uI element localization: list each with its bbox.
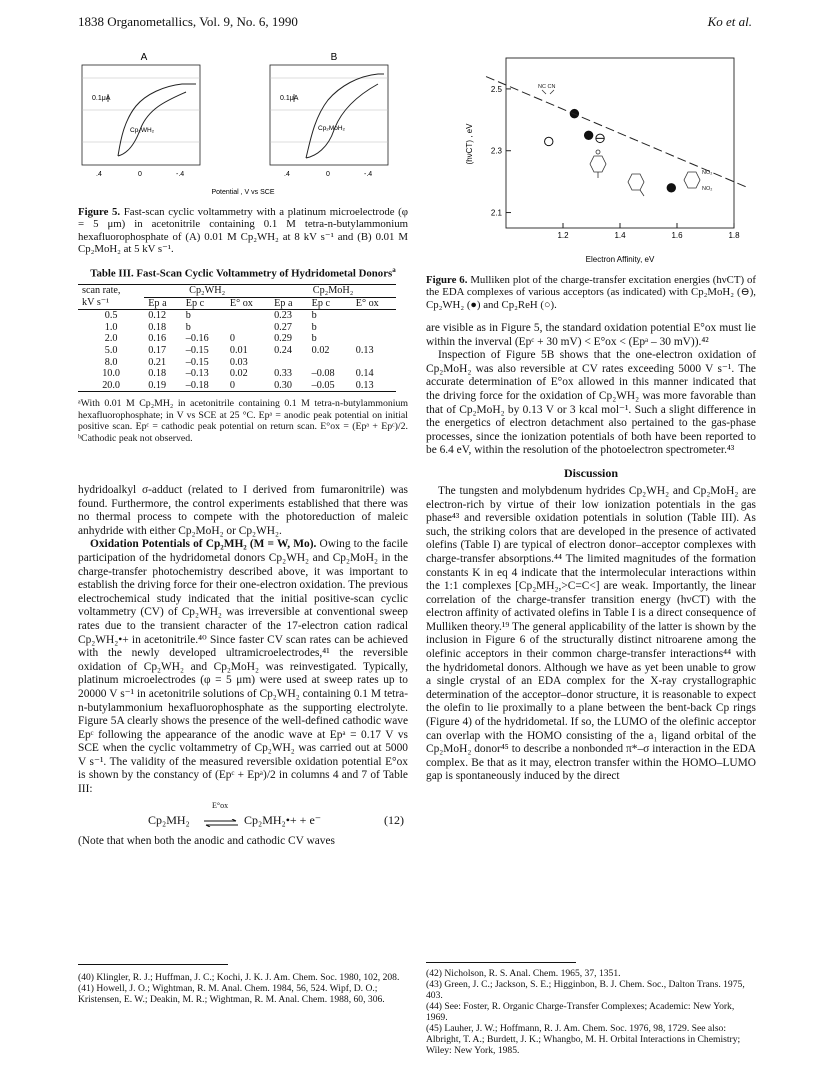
left-body xyxy=(78,484,408,848)
figure-5 xyxy=(78,48,408,198)
table-cell: 0.12 xyxy=(148,310,167,322)
table-cell: –0.08 xyxy=(311,368,335,380)
panel-a-tick-1: .4 xyxy=(96,171,102,178)
table-row xyxy=(78,333,396,345)
table-3 xyxy=(78,264,408,444)
table-cell: 1.0 xyxy=(104,321,118,333)
table-cell: 0.30 xyxy=(274,379,292,391)
figure-6-ylabel: (hνCT) , eV xyxy=(465,123,474,165)
table-cell: 0.27 xyxy=(274,321,292,333)
figure-6-mulliken-plot xyxy=(426,48,756,278)
table-cell: 0.03 xyxy=(229,356,248,368)
reference-43: (43) Green, J. C.; Jackson, S. E.; Higginbon, B. J. Chem. Soc., Dalton Trans. 1975, 403. xyxy=(426,979,745,1001)
table-cell: –0.15 xyxy=(185,356,209,368)
discussion-heading: Discussion xyxy=(563,465,619,480)
x-tick-label: 1.4 xyxy=(614,231,626,240)
table-3-subheader: Ep a xyxy=(144,297,182,310)
structure-ring-1 xyxy=(590,156,606,172)
panel-a-tick-2: 0 xyxy=(138,171,142,178)
table-cell: 0.23 xyxy=(274,310,292,322)
data-point xyxy=(545,137,553,145)
table-3-subheader: E° ox xyxy=(226,297,270,310)
figure-5-xaxis-label: Potential , V vs SCE xyxy=(211,189,275,196)
panel-b-scale: 0.1μA xyxy=(280,95,299,102)
table-cell: –0.18 xyxy=(185,379,209,391)
panel-a-compound: Cp₂WH₂ xyxy=(130,127,155,134)
table-cell: –0.16 xyxy=(185,333,209,345)
table-cell: b xyxy=(311,321,317,333)
running-header-left: 1838 Organometallics, Vol. 9, No. 6, 1990 xyxy=(78,14,298,29)
figure-5-caption xyxy=(78,206,408,256)
table-3-subheader: Ep c xyxy=(308,297,352,310)
panel-b-label: B xyxy=(330,52,338,63)
equation-arrow-label: E°ox xyxy=(212,800,229,810)
left-para-2 xyxy=(78,538,408,796)
table-cell: 0.02 xyxy=(311,344,330,356)
table-row xyxy=(78,322,396,334)
figure-6-xlabel: Electron Affinity, eV xyxy=(585,255,655,264)
table-cell: 0.21 xyxy=(148,356,167,368)
table-cell: 0.5 xyxy=(104,310,118,322)
table-row xyxy=(78,368,396,380)
table-3-subheader: E° ox xyxy=(352,297,396,310)
section-heading-oxidation: Oxidation Potentials of Cp₂MH₂ (M = W, Mo). xyxy=(90,538,317,551)
table-3-grid xyxy=(78,284,396,392)
table-cell xyxy=(352,333,396,345)
panel-a-cv-trace xyxy=(118,84,196,156)
table-cell: b xyxy=(185,310,191,322)
table-cell xyxy=(308,357,352,369)
panel-b-tick-1: .4 xyxy=(284,171,290,178)
table-cell: 0.18 xyxy=(148,368,167,380)
right-footnote-rule xyxy=(426,962,576,963)
running-header-right: Ko et al. xyxy=(707,14,752,29)
reference-44: (44) See: Foster, R. Organic Charge-Transfer Complexes; Academic: New York, 1969. xyxy=(426,1001,735,1023)
table-3-title-text: Table III. Fast-Scan Cyclic Voltammetry of Hydridometal Donors xyxy=(90,267,393,280)
table-cell: 0 xyxy=(229,333,235,345)
panel-b-cv-trace xyxy=(306,74,384,158)
equation-right: Cp₂MH₂•+ + e⁻ xyxy=(244,812,322,827)
panel-a-frame xyxy=(82,65,200,165)
panel-a-label: A xyxy=(140,52,148,63)
figure-5-voltammograms xyxy=(78,48,408,198)
table-cell: –0.15 xyxy=(185,344,209,356)
panel-b-tick-3: -.4 xyxy=(364,171,373,178)
table-3-col-rate: scan rate, xyxy=(82,285,121,297)
panel-a-scale: 0.1μA xyxy=(92,95,111,102)
table-cell: –0.13 xyxy=(185,368,209,380)
acceptor-structure-sketches xyxy=(538,84,712,196)
reference-42: (42) Nicholson, R. S. Anal. Chem. 1965, 37, 1351. xyxy=(426,968,621,979)
table-row xyxy=(78,345,396,357)
table-cell: b xyxy=(311,333,317,345)
reference-41: (41) Howell, J. O.; Wightman, R. M. Anal. Chem. 1984, 56, 524. Wipf, D. O.; Kristensen, E. W.; Deakin, M. R.; Wightman, R. M. Anal. Chem. 1988, 60, 306. xyxy=(78,983,385,1005)
table-cell: –0.05 xyxy=(311,379,335,391)
table-row xyxy=(78,357,396,369)
table-3-footnote: ᵃWith 0.01 M Cp₂MH₂ in acetonitrile containing 0.1 M tetra-n-butylammonium hexafluorophosphate; in V vs SCE at 25 °C. Epᵃ = anodic peak potential on initial positive scan. Epᶜ = cathodic peak potential on return scan. E°ox = (Epᵃ + Epᶜ)/2. ᵇCathodic peak not observed. xyxy=(78,398,408,444)
table-cell: 0.13 xyxy=(355,379,374,391)
figure-6-caption-label: Figure 6. xyxy=(426,274,468,286)
reference-40: (40) Klingler, R. J.; Huffman, J. C.; Kochi, J. K. J. Am. Chem. Soc. 1980, 102, 208. xyxy=(78,972,400,983)
table-cell xyxy=(270,357,308,369)
panel-b-tick-2: 0 xyxy=(326,171,330,178)
figure-5-caption-label: Figure 5. xyxy=(78,206,121,218)
table-cell: 0.16 xyxy=(148,333,167,345)
data-point xyxy=(667,184,675,192)
table-cell: 0.17 xyxy=(148,344,167,356)
table-3-title xyxy=(78,264,408,280)
table-cell: 0.02 xyxy=(229,368,248,380)
x-tick-label: 1.6 xyxy=(671,231,683,240)
table-cell xyxy=(226,322,270,334)
table-cell: 8.0 xyxy=(104,356,118,368)
equilibrium-arrow-icon xyxy=(204,814,238,820)
left-references xyxy=(78,972,408,1005)
left-para-1: hydridoalkyl σ-adduct (related to I derived from fumaronitrile) was found. Furthermore, the control experiments established that there was no thermal process to compete with the photoreduction of maleic anhydride with either Cp₂MoH₂ or Cp₂WH₂. xyxy=(78,484,408,537)
y-tick-label: 2.3 xyxy=(490,146,502,156)
equation-number: (12) xyxy=(384,812,404,827)
equation-12 xyxy=(78,801,408,835)
figure-6-caption-text: Mulliken plot of the charge-transfer excitation energies (hνCT) of the EDA complexes of various acceptors (as indicated) with Cp₂MoH₂ (⊖), Cp₂WH₂ (●) and Cp₂ReH (○). xyxy=(426,274,756,311)
table-cell: 0.14 xyxy=(355,368,374,380)
right-para-2: Inspection of Figure 5B shows that the one-electron oxidation of Cp₂MoH₂ was also reversible at CV rates exceeding 5000 V s⁻¹. The accurate determination of E°ox allowed in this manner indicated that the driving force for the oxidation of Cp₂WH₂ was more favorable than that of Cp₂MoH₂ by 0.13 V or 3 kcal mol⁻¹. Such a slight difference in the energetics of electron detachment also pertained to the gas-phase processes, since the ionization potentials of both have been reported to be 6.4 eV, within the resolution of the photoelectron spectrometer.⁴³ xyxy=(426,349,756,457)
x-tick-label: 1.8 xyxy=(728,231,740,240)
table-3-body xyxy=(78,310,396,392)
y-tick-label: 2.5 xyxy=(490,84,502,94)
left-para-2-text: Owing to the facile participation of the hydridometal donors Cp₂WH₂ and Cp₂MoH₂ in the charge-transfer photochemistry described above, it was important to establish the driving force for their one-electron oxidation. The previous electrochemical study indicated that the initial positive-scan cyclic voltammetry (CV) of Cp₂WH₂ was irreversible at conventional sweep rates due to the transient character of the 17-electron cation radical Cp₂WH₂•+ in acetonitrile.⁴⁰ Since faster CV scan rates can be achieved with the newly developed ultramicroelectrodes,⁴¹ the reversible oxidation of Cp₂WH₂ and Cp₂MoH₂ was reinvestigated. Typically, platinum microelectrodes (φ = 5 μm) were used at sweep rates up to 20000 V s⁻¹ in acetonitrile solutions of Cp₂WH₂ containing 0.1 M tetra-n-butylammonium hexafluorophosphate as the supporting electrolyte. Figure 5A clearly shows the presence of the well-defined cathodic wave Epᶜ following the appearance of the anodic wave at Epᵃ = 0.17 V vs SCE when the cyclic voltammetry of Cp₂WH₂ was carried out at 5000 V s⁻¹. The validity of the measured reversible oxidation potential E°ox is shown by the constancy of (Epᶜ + Epᵃ)/2 in columns 4 and 7 of Table III: xyxy=(78,538,408,796)
table-cell: 0.19 xyxy=(148,379,167,391)
table-3-group-w: Cp₂WH₂ xyxy=(189,285,226,296)
table-3-title-sup: a xyxy=(392,266,396,274)
table-cell: 2.0 xyxy=(104,333,118,345)
y-tick-label: 2.1 xyxy=(490,208,502,218)
table-cell xyxy=(352,357,396,369)
table-3-subheader: Ep a xyxy=(270,297,308,310)
table-cell: 0.24 xyxy=(274,344,292,356)
left-footnote-rule xyxy=(78,964,228,965)
table-row xyxy=(78,310,396,322)
right-para-1: are visible as in Figure 5, the standard oxidation potential E°ox must lie within the inverval (Epᶜ + 30 mV) < E°ox < (Epᵃ – 30 mV)).⁴² xyxy=(426,322,756,348)
table-cell: b xyxy=(311,310,317,322)
structure-label-nitro-1: NO₂ xyxy=(702,170,713,176)
right-body xyxy=(426,322,756,784)
reference-45: (45) Lauher, J. W.; Hoffmann, R. J. Am. Chem. Soc. 1976, 98, 1729. See also: Albright, T. A.; Burdett, J. K.; Whangbo, M. H. Orbital Interactions in Chemistry; Wiley: New York, 1985. xyxy=(426,1023,741,1056)
table-cell: 0.33 xyxy=(274,368,292,380)
table-cell: 5.0 xyxy=(104,344,118,356)
table-cell: 0.01 xyxy=(229,344,248,356)
table-cell xyxy=(352,322,396,334)
right-references xyxy=(426,968,756,1056)
table-cell: 0.13 xyxy=(355,344,374,356)
data-point xyxy=(584,131,592,139)
table-cell: 20.0 xyxy=(102,379,121,391)
left-para-3: (Note that when both the anodic and cathodic CV waves xyxy=(78,834,335,847)
structure-label-fumaronitrile: NC CN xyxy=(538,84,556,90)
panel-a-tick-3: -.4 xyxy=(176,171,185,178)
table-cell: 0 xyxy=(229,379,235,391)
right-para-3: The tungsten and molybdenum hydrides Cp₂WH₂ and Cp₂MoH₂ are electron-rich by virtue of their low ionization potentials in the gas phase⁴³ and reversible oxidation potentials in solution (Table III). As such, the striking colors that are developed in the presence of activated olefins (Table I) are typical of electron donor–acceptor complexes with charge-transfer absorptions.⁴⁴ The limited magnitudes of the formation constants K in eq 4 indicate that the intermolecular interactions within the 1:1 complexes [Cp₂MH₂,>C=C<] are weak. Importantly, the linear correlation of the charge-transfer transition energy (hνCT) with the electron affinity of activated olefins in Table I is a direct consequence of Mulliken theory.¹⁹ The general applicability of the latter is shown by the inclusion in Figure 6 of the structurally distinct nitroarene among the olefinic acceptors in their common charge-transfer interactions⁴⁴ with the hydridometal donors. Although we have as yet been unable to grow a single crystal of an EDA complex for the X-ray crystallographic determination of the acceptor–donor structure, it is reasonable to expect the olefin to lie proximally to a plane between the bent-back Cp rings (Figure 4) of the hydridometal. If so, the LUMO of the olefinic acceptor can overlap with the HOMO consisting of the a₁ ligand orbital of the Cp₂MoH₂ donor⁴⁵ to describe a nonbonded π*–σ interaction in the EDA complex. Be that as it may, electron transfer within the HOMO–LUMO gap is spontaneously induced by the direct xyxy=(426,484,756,783)
structure-ring-3 xyxy=(684,172,700,188)
table-cell: 10.0 xyxy=(102,368,121,380)
figure-6-caption xyxy=(426,274,756,311)
table-cell xyxy=(352,310,396,322)
table-3-group-mo: Cp₂MoH₂ xyxy=(312,285,354,296)
table-cell: 0.29 xyxy=(274,333,292,345)
panel-b-compound: Cp₂MoH₂ xyxy=(318,125,346,132)
table-3-subheader: Ep c xyxy=(182,297,226,310)
structure-label-nitro-2: NO₂ xyxy=(702,186,713,192)
equation-left: Cp₂MH₂ xyxy=(148,812,190,827)
table-row xyxy=(78,380,396,392)
table-cell: b xyxy=(185,321,191,333)
panel-b-frame xyxy=(270,65,388,165)
x-tick-label: 1.2 xyxy=(557,231,569,240)
figure-6 xyxy=(426,48,756,278)
table-3-col-rate-unit: kV s⁻¹ xyxy=(82,297,110,309)
figure-5-caption-text: Fast-scan cyclic voltammetry with a platinum microelectrode (φ = 5 μm) in acetonitrile containing 0.1 M tetra-n-butylammonium hexafluorophosphate of (A) 0.01 M Cp₂WH₂ at 8 kV s⁻¹ and (B) 0.01 M Cp₂MoH₂ at 5 kV s⁻¹. xyxy=(78,206,409,256)
structure-ring-2 xyxy=(628,174,644,190)
table-cell xyxy=(226,310,270,322)
table-cell: 0.18 xyxy=(148,321,167,333)
